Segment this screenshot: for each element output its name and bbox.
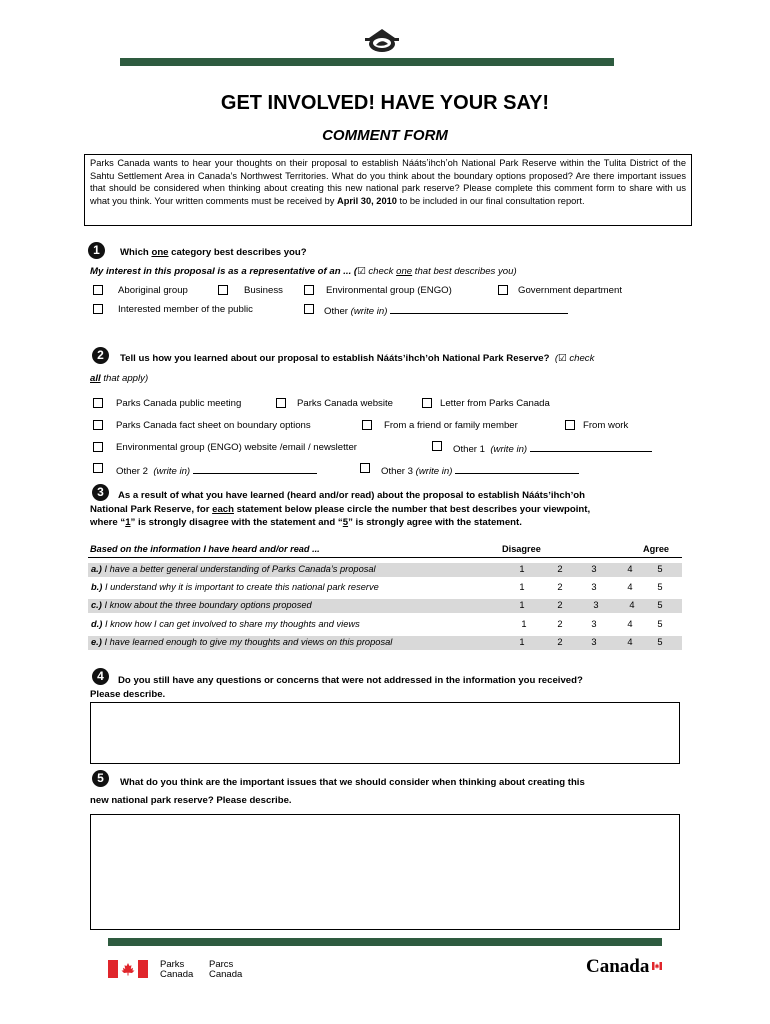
question-number-4: 4 <box>92 668 109 685</box>
rating-option-3[interactable]: 3 <box>591 637 597 647</box>
option-label: From work <box>583 420 629 431</box>
option-label: Parks Canada fact sheet on boundary options <box>116 420 311 431</box>
footer-rule <box>108 938 662 946</box>
rating-option-3[interactable]: 3 <box>591 619 597 629</box>
option-label: Government department <box>518 285 622 296</box>
rating-option-1[interactable]: 1 <box>519 600 525 610</box>
canada-wordmark: Canada <box>586 956 650 977</box>
question-number-2: 2 <box>92 347 109 364</box>
checkbox-engo-website[interactable] <box>93 442 103 452</box>
intro-box <box>84 154 692 226</box>
intro-text: Parks Canada wants to hear your thoughts on their proposal to establish Náátsʼihchʼoh National Park Reserve within the Tulita District of the Sahtu Settlement Area in Canada’s Northwest Territories. What do you think about the boundary options proposed? Are there important issues that should be considered when thinking about creating this new national park reserve? Please complete this comment form to share with us what you think. Your written comments must be received by <box>90 158 686 207</box>
rating-option-3[interactable]: 3 <box>591 582 597 592</box>
checkbox-engo[interactable] <box>304 285 314 295</box>
rating-option-2[interactable]: 2 <box>557 600 563 610</box>
question-number-1: 1 <box>88 242 105 259</box>
option-label: Other 2 (write in) <box>116 464 317 477</box>
q3-question-line-3: where “1” is strongly disagree with the statement and “5” is strongly agree with the statement. <box>90 517 522 528</box>
option-label: Environmental group (ENGO) <box>326 285 452 296</box>
q5-question-line-2: new national park reserve? Please describe. <box>90 795 292 806</box>
rating-option-1[interactable]: 1 <box>519 564 525 574</box>
rating-row-a: a.) I have a better general understanding of Parks Canada’s proposal 1 2 3 4 5 <box>88 563 682 577</box>
rating-option-1[interactable]: 1 <box>521 619 527 629</box>
checkbox-other-3[interactable] <box>360 463 370 473</box>
rating-option-3[interactable]: 3 <box>591 564 597 574</box>
checkbox-from-work[interactable] <box>565 420 575 430</box>
option-label: From a friend or family member <box>384 420 518 431</box>
option-label: Environmental group (ENGO) website /email / newsletter <box>116 442 358 453</box>
rating-option-4[interactable]: 4 <box>627 637 633 647</box>
q5-comment-box[interactable] <box>90 814 680 930</box>
parcs-canada-fr: Parcs Canada <box>209 959 243 980</box>
option-label: Other 1 (write in) <box>453 442 652 455</box>
disagree-label: Disagree <box>502 544 541 554</box>
option-label: Aboriginal group <box>118 285 188 296</box>
checkbox-interested-member[interactable] <box>93 304 103 314</box>
rating-option-1[interactable]: 1 <box>519 637 525 647</box>
header-rule <box>120 58 614 66</box>
write-in-line-other-1[interactable] <box>530 442 652 452</box>
rating-row-c: c.) I know about the three boundary options proposed 1 2 3 4 5 <box>88 599 682 613</box>
option-label: Parks Canada website <box>297 398 393 409</box>
rating-option-5[interactable]: 5 <box>657 637 663 647</box>
question-number-3: 3 <box>92 484 109 501</box>
rating-option-1[interactable]: 1 <box>519 582 525 592</box>
write-in-line-other-3[interactable] <box>455 464 579 474</box>
checkbox-other-2[interactable] <box>93 463 103 473</box>
rating-option-4[interactable]: 4 <box>627 619 633 629</box>
wordmark-flag-icon <box>652 957 662 965</box>
option-label: Other 3 (write in) <box>381 464 579 477</box>
canada-flag-icon <box>108 960 148 978</box>
q2-question: Tell us how you learned about our proposal to establish Náátsʼihchʼoh National Park Reserve? (☑ check <box>120 353 595 364</box>
q3-question-line-1: As a result of what you have learned (heard and/or read) about the proposal to establish Náátsʼihchʼoh <box>118 490 585 501</box>
rating-option-4[interactable]: 4 <box>629 600 635 610</box>
checkbox-aboriginal-group[interactable] <box>93 285 103 295</box>
q3-question-line-2: National Park Reserve, for each statement below please circle the number that best describes your viewpoint, <box>90 504 591 515</box>
check-icon: ☑ <box>558 353 567 364</box>
option-label: Interested member of the public <box>118 304 253 315</box>
rating-option-3[interactable]: 3 <box>593 600 599 610</box>
q1-question: Which one category best describes you? <box>120 247 307 258</box>
checkbox-government-department[interactable] <box>498 285 508 295</box>
q4-comment-box[interactable] <box>90 702 680 764</box>
checkbox-public-meeting[interactable] <box>93 398 103 408</box>
write-in-line-other[interactable] <box>390 304 568 314</box>
checkbox-other-1[interactable] <box>432 441 442 451</box>
checkbox-other[interactable] <box>304 304 314 314</box>
parks-canada-en: Parks Canada <box>160 959 194 980</box>
rating-row-d: d.) I know how I can get involved to share my thoughts and views 1 2 3 4 5 <box>88 618 682 632</box>
rating-option-2[interactable]: 2 <box>557 582 563 592</box>
rating-option-2[interactable]: 2 <box>557 564 563 574</box>
page-subtitle: COMMENT FORM <box>322 127 448 144</box>
rating-option-2[interactable]: 2 <box>557 619 563 629</box>
q4-question: Do you still have any questions or concerns that were not addressed in the information you received? <box>118 675 583 686</box>
rating-row-e: e.) I have learned enough to give my thoughts and views on this proposal 1 2 3 4 5 <box>88 636 682 650</box>
rating-table-header-rule <box>88 557 682 558</box>
checkbox-letter[interactable] <box>422 398 432 408</box>
q4-question-line-2: Please describe. <box>90 689 166 700</box>
option-label: Parks Canada public meeting <box>116 398 242 409</box>
question-number-5: 5 <box>92 770 109 787</box>
deadline-date: April 30, 2010 <box>337 196 397 207</box>
option-label: Other (write in) <box>324 304 568 317</box>
checkbox-business[interactable] <box>218 285 228 295</box>
parks-canada-beaver-logo <box>362 28 402 54</box>
rating-option-2[interactable]: 2 <box>557 637 563 647</box>
rating-option-5[interactable]: 5 <box>657 600 663 610</box>
rating-option-5[interactable]: 5 <box>657 582 663 592</box>
checkbox-friend-family[interactable] <box>362 420 372 430</box>
q2-instruction: all that apply) <box>90 373 149 384</box>
rating-option-5[interactable]: 5 <box>657 564 663 574</box>
option-label: Letter from Parks Canada <box>440 398 550 409</box>
check-icon: ☑ <box>357 266 366 277</box>
rating-row-b: b.) I understand why it is important to create this national park reserve 1 2 3 4 5 <box>88 581 682 595</box>
rating-option-4[interactable]: 4 <box>627 564 633 574</box>
q5-question: What do you think are the important issues that we should consider when thinking about creating this <box>120 777 585 788</box>
checkbox-website[interactable] <box>276 398 286 408</box>
rating-table-header: Based on the information I have heard and/or read ... <box>90 544 320 554</box>
q1-instruction: My interest in this proposal is as a representative of an ... (☑ check one that best describes you) <box>90 266 517 277</box>
checkbox-fact-sheet[interactable] <box>93 420 103 430</box>
intro-text-end: to be included in our final consultation report. <box>396 196 585 207</box>
rating-option-5[interactable]: 5 <box>657 619 663 629</box>
option-label: Business <box>244 285 283 296</box>
agree-label: Agree <box>643 544 670 554</box>
page-title: GET INVOLVED! HAVE YOUR SAY! <box>220 92 550 114</box>
rating-option-4[interactable]: 4 <box>627 582 633 592</box>
write-in-line-other-2[interactable] <box>193 464 317 474</box>
